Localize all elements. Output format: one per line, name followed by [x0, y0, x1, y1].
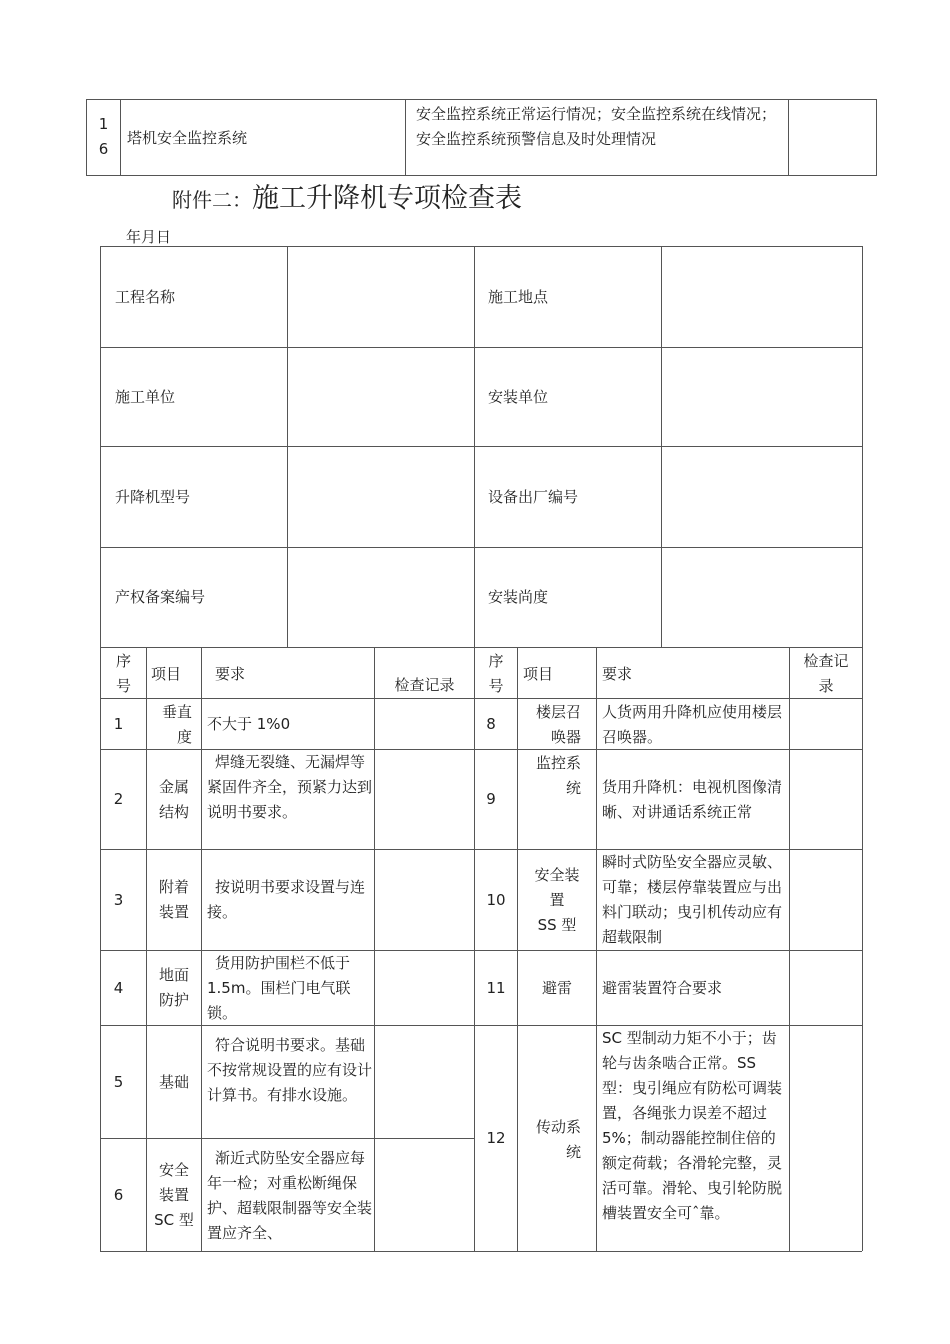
header-no-right: 序 号	[488, 652, 504, 695]
value-model[interactable]	[288, 447, 474, 547]
row-check-record[interactable]	[375, 699, 474, 749]
row-check-record[interactable]	[790, 699, 862, 749]
attachment-title: 施工升降机专项检查表	[252, 183, 522, 214]
header-record-left: 检查记录	[394, 676, 455, 694]
label-model: 升降机型号	[115, 487, 191, 506]
top-row-number: 1 6	[98, 115, 109, 158]
header-record-right: 检查记 录	[803, 652, 849, 695]
row-check-record[interactable]	[790, 1026, 862, 1251]
value-installer[interactable]	[662, 348, 862, 446]
value-record-no[interactable]	[288, 548, 474, 647]
value-serial[interactable]	[662, 447, 862, 547]
row-requirement: SC 型制动力矩不小于；齿轮与齿条啮合正常。SS 型：曳引绳应有防松可调装置，各绳张力误差不超过 5%；制动器能控制住倍的额定荷载；各滑轮完整，灵活可靠。滑轮、曳引轮防脱槽装置安全可ˆ靠。	[602, 1029, 783, 1222]
row-number: 9	[486, 790, 496, 808]
row-item: 监控系 统	[535, 754, 581, 797]
date-label: 年月日	[126, 228, 172, 246]
header-no-left: 序 号	[115, 652, 131, 695]
row-number: 10	[486, 890, 506, 909]
header-requirement-right: 要求	[602, 664, 633, 683]
row-check-record[interactable]	[790, 750, 862, 849]
row-requirement: 货用防护围栏不低于 1.5m。围栏门电气联锁。	[207, 954, 351, 1022]
row-item: 楼层召 唤器	[535, 703, 581, 746]
row-item: 金属 结构	[158, 777, 189, 821]
label-site: 施工地点	[488, 287, 549, 306]
row-number: 5	[113, 1072, 124, 1091]
row-item: 地面 防护	[158, 966, 189, 1009]
row-check-record[interactable]	[375, 850, 474, 950]
attachment-prefix: 附件二：	[172, 188, 252, 212]
row-check-record[interactable]	[375, 1139, 474, 1251]
row-check-record[interactable]	[375, 750, 474, 849]
row-number: 1	[113, 714, 124, 733]
row-requirement: 渐近式防坠安全器应每年一检；对重松断绳保护、超载限制器等安全装置应齐全、	[207, 1149, 373, 1242]
value-site[interactable]	[662, 247, 862, 347]
row-requirement: 焊缝无裂缝、无漏焊等 紧固件齐全，预紧力达到说明书要求。	[207, 753, 373, 821]
label-install-height: 安装尚度	[488, 588, 549, 606]
header-requirement-left: 要求	[215, 664, 246, 683]
row-requirement: 人货两用升降机应使用楼层召唤器。	[602, 703, 783, 746]
value-project-name[interactable]	[288, 247, 474, 347]
row-item: 避雷	[541, 978, 572, 997]
row-number: 11	[486, 978, 506, 997]
label-serial: 设备出厂编号	[488, 487, 579, 506]
row-requirement: 符合说明书要求。基础不按常规设置的应有设计计算书。有排水设施。	[207, 1036, 373, 1104]
row-requirement: 货用升降机：电视机图像清晰、对讲通话系统正常	[602, 777, 783, 821]
row-check-record[interactable]	[375, 1026, 474, 1138]
row-check-record[interactable]	[375, 951, 474, 1025]
label-contractor: 施工单位	[115, 387, 176, 406]
row-number: 4	[113, 978, 124, 997]
header-item-right: 项目	[523, 664, 554, 683]
row-item: 安全 装置 SC 型	[154, 1160, 194, 1229]
row-number: 2	[113, 790, 124, 808]
row-number: 8	[486, 714, 496, 733]
top-row-requirement: 安全监控系统正常运行情况；安全监控系统在线情况； 安全监控系统预警信息及时处理情况	[416, 105, 777, 148]
row-item: 基础	[158, 1072, 189, 1091]
header-item-left: 项目	[151, 664, 182, 683]
value-install-height[interactable]	[662, 548, 862, 647]
row-item: 传动系 统	[535, 1118, 581, 1161]
row-requirement: 瞬时式防坠安全器应灵敏、可靠；楼层停靠装置应与出料门联动；曳引机传动应有超载限制	[602, 853, 783, 946]
page-title	[172, 176, 522, 216]
row-requirement: 避雷装置符合要求	[602, 978, 723, 997]
row-requirement: 按说明书要求设置与连接。	[207, 878, 366, 921]
value-contractor[interactable]	[288, 348, 474, 446]
label-project-name: 工程名称	[115, 287, 176, 306]
row-check-record[interactable]	[790, 850, 862, 950]
row-number: 12	[486, 1129, 506, 1147]
label-record-no: 产权备案编号	[115, 588, 206, 606]
row-requirement: 不大于 1%0	[207, 714, 291, 733]
row-item: 安全装 置 SS 型	[534, 865, 580, 934]
row-number: 6	[113, 1185, 124, 1204]
row-check-record[interactable]	[790, 951, 862, 1025]
label-installer: 安装单位	[488, 387, 549, 406]
row-number: 3	[113, 890, 124, 909]
row-item: 附着 装置	[158, 878, 189, 921]
top-row-item: 塔机安全监控系统	[127, 128, 248, 147]
row-item: 垂直 度	[161, 703, 192, 746]
